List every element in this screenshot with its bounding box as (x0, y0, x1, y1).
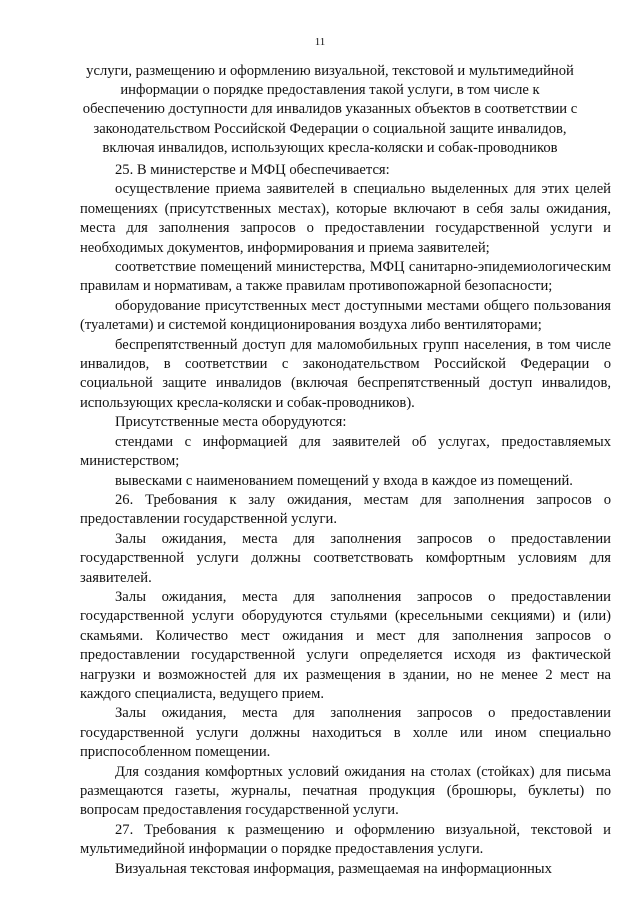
paragraph: Залы ожидания, места для заполнения запросов о предоставлении государственной услуги должны находиться в холле или ином специально приспособленном помещении. (80, 705, 611, 761)
paragraph: оборудование присутственных мест доступными местами общего пользования (туалетами) и системой кондиционирования воздуха либо вентиляторами; (80, 297, 611, 334)
paragraph: Залы ожидания, места для заполнения запросов о предоставлении государственной услуги должны соответствовать комфортным условиям для заявителей. (80, 530, 611, 586)
paragraph: Присутственные места оборудуются: (115, 414, 347, 431)
paragraph: Для создания комфортных условий ожидания на столах (стойках) для письма размещаются газеты, журналы, печатная продукция (брошюры, буклеты) по вопросам предоставления государственной услуги. (80, 763, 611, 819)
paragraph: осуществление приема заявителей в специально выделенных для этих целей помещениях (присутственных местах), которые включают в себя залы ожидания, места для заполнения запросов о предоставлении государственной услуги и необходимых документов, информирования и приема заявителей; (80, 181, 611, 256)
paragraph: соответствие помещений министерства, МФЦ санитарно-эпидемиологическим правилам и нормативам, а также правилам противопожарной безопасности; (80, 259, 611, 295)
paragraph: 25. В министерстве и МФЦ обеспечивается: (115, 162, 390, 178)
paragraph: 27. Требования к размещению и оформлению визуальной, текстовой и мультимедийной информации о порядке предоставления услуги. (80, 821, 611, 858)
paragraph: стендами с информацией для заявителей об услугах, предоставляемых министерством; (80, 433, 611, 470)
paragraph: беспрепятственный доступ для маломобильных групп населения, в том числе инвалидов, в соответствии с законодательством Российской Федерации о социальной защите инвалидов (включая беспрепятственный доступ инвалидов, использующих кресла-коляски и собак-проводников). (80, 336, 611, 411)
document-body (80, 161, 611, 879)
paragraph: Визуальная текстовая информация, размещаемая на информационных (115, 860, 552, 877)
paragraph: вывесками с наименованием помещений у входа в каждое из помещений. (115, 472, 573, 489)
paragraph: Залы ожидания, места для заполнения запросов о предоставлении государственной услуги оборудуются стульями (кресельными секциями) и (или) скамьями. Количество мест ожидания и мест для заполнения запросов о предоставлении государственной услуги определяется исходя из фактической нагрузки и возможностей для их размещения в здании, но не менее 2 мест на каждого специалиста, ведущего прием. (80, 588, 611, 702)
page-number: 11 (314, 36, 326, 48)
section-heading: услуги, размещению и оформлению визуальной, текстовой и мультимедийной информации о порядке предоставления такой услуги, в том числе к обеспечению доступности для инвалидов указанных объектов в соответствии с законодательством Российской Федерации о социальной защите инвалидов, включая инвалидов, использующих кресла-коляски и собак-проводников (82, 63, 578, 156)
paragraph: 26. Требования к залу ожидания, местам для заполнения запросов о предоставлении государственной услуги. (80, 491, 611, 528)
